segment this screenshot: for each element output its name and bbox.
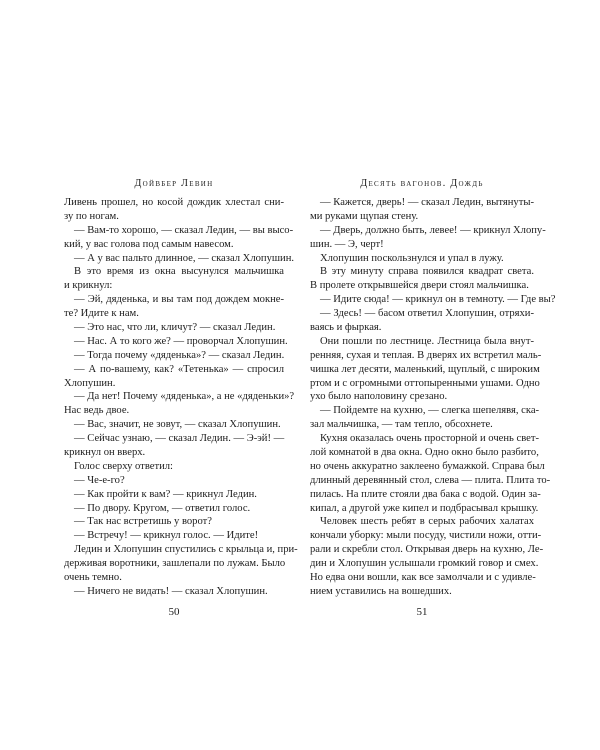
text-line: Хлопушин поскользнулся и упал в лужу.	[320, 252, 504, 264]
text-line: — Сейчас узнаю, — сказал Ледин. — Э-эй! —	[74, 433, 285, 445]
page-number-left: 50	[168, 606, 180, 618]
text-line: шин. — Э, черт!	[310, 238, 384, 250]
text-line: зу по ногам.	[64, 210, 119, 222]
text-line: рали и скребли стол. Открывая дверь на кухню, Ле-	[310, 544, 544, 556]
left-page-body	[64, 196, 298, 599]
text-line: очень темно.	[64, 572, 122, 584]
text-line: — Идите сюда! — крикнул он в темноту. — Где вы?	[320, 294, 556, 306]
text-line: — Че-е-го?	[74, 474, 125, 486]
text-line: — Это нас, что ли, кличут? — сказал Ледин.	[74, 322, 276, 334]
text-line: — Дверь, должно быть, левее! — крикнул Хлопу-	[320, 224, 546, 236]
text-line: Человек шесть ребят в серых рабочих халатах	[320, 516, 534, 528]
text-line: зал мальчишка, — там тепло, обсохнете.	[310, 419, 493, 431]
left-page	[64, 0, 298, 750]
text-line: лой комнатой в два окна. Одно окно было разбито,	[310, 447, 539, 459]
text-line: — Ничего не видать! — сказал Хлопушин.	[74, 585, 268, 597]
text-line: дин и Хлопушин услышали громкий говор и смех.	[310, 558, 539, 570]
text-line: ваясь и фыркая.	[310, 322, 382, 334]
text-line: Голос сверху ответил:	[74, 460, 173, 472]
text-line: ртом и с огромными оттопыренными ушами. Одно	[310, 377, 540, 389]
text-line: — Как пройти к вам? — крикнул Ледин.	[74, 488, 257, 500]
text-line: — Тогда почему «дяденька»? — сказал Ледин.	[74, 349, 285, 361]
text-line: — Вам-то хорошо, — сказал Ледин, — вы высо-	[74, 224, 294, 236]
text-line: нием уставились на вошедших.	[310, 585, 452, 597]
text-line: те? Идите к нам.	[64, 308, 139, 320]
text-line: — Встречу! — крикнул голос. — Идите!	[74, 530, 259, 542]
text-line: — Пойдемте на кухню, — слегка шепелявя, ска-	[320, 405, 540, 417]
text-line: Они пошли по лестнице. Лестница была внут-	[320, 335, 534, 347]
text-line: пилась. На плите стояли два бака с водой. Один за-	[310, 488, 541, 500]
text-line: кипал, а другой уже кипел и подбрасывал крышку.	[310, 502, 539, 514]
text-line: Ливень прошел, но косой дождик хлестал сни-	[64, 197, 284, 208]
text-line: — Вас, значит, не зовут, — сказал Хлопушин.	[74, 419, 281, 431]
text-line: — Эй, дяденька, и вы там под дождем мокне-	[74, 294, 284, 306]
text-line: — Здесь! — басом ответил Хлопушин, отряхи-	[320, 308, 534, 320]
text-line: В это время из окна высунулся мальчишка	[74, 266, 284, 278]
right-page	[310, 0, 556, 750]
text-line: Нас ведь двое.	[64, 405, 130, 417]
running-header-title: Десять вагонов. Дождь	[360, 178, 484, 189]
text-line: ухо было наполовину срезано.	[310, 391, 448, 403]
text-line: крикнул он вверх.	[64, 447, 146, 459]
text-line: — А у вас пальто длинное, — сказал Хлопушин.	[74, 252, 295, 264]
text-line: кий, у вас голова под самым навесом.	[64, 238, 234, 250]
right-page-body	[310, 196, 556, 599]
text-line: Кухня оказалась очень просторной и очень свет-	[320, 433, 540, 445]
text-line: — Нас. А то кого же? — проворчал Хлопушин.	[74, 335, 288, 347]
text-line: ми руками щупая стену.	[310, 210, 419, 222]
text-line: кончали уборку: мыли посуду, чистили ножи, отти-	[310, 530, 542, 542]
text-line: — Да нет! Почему «дяденька», а не «дяденьки»?	[74, 391, 295, 403]
text-line: В пролете открывшейся двери стоял мальчишка.	[310, 280, 529, 292]
text-line: чишка лет десяти, маленький, щуплый, с широким	[310, 363, 540, 375]
text-line: ренняя, сухая и теплая. В дверях их встретил маль-	[310, 349, 542, 361]
text-line: — А по-вашему, как? «Тетенька» — спросил	[74, 363, 284, 375]
text-line: но очень аккуратно заклеено бумажкой. Справа был	[310, 460, 545, 472]
text-line: — По двору. Кругом, — ответил голос.	[74, 502, 251, 514]
text-line: Но едва они вошли, как все замолчали и с удивле-	[310, 572, 536, 584]
running-header-author: Дойвбер Левин	[134, 178, 214, 189]
text-line: — Кажется, дверь! — сказал Ледин, вытянуты-	[320, 197, 534, 208]
text-line: длинный деревянный стол, слева — плита. Плита то-	[310, 474, 551, 486]
text-line: — Так нас встретишь у ворот?	[74, 516, 212, 528]
text-line: держивая воротники, зашлепали по лужам. Было	[64, 558, 286, 570]
text-line: и крикнул:	[64, 280, 113, 292]
text-line: Хлопушин.	[64, 377, 116, 389]
page-number-right: 51	[416, 606, 428, 618]
text-line: Ледин и Хлопушин спустились с крыльца и, при-	[74, 544, 298, 556]
text-line: В эту минуту справа появился квадрат света.	[320, 266, 534, 278]
